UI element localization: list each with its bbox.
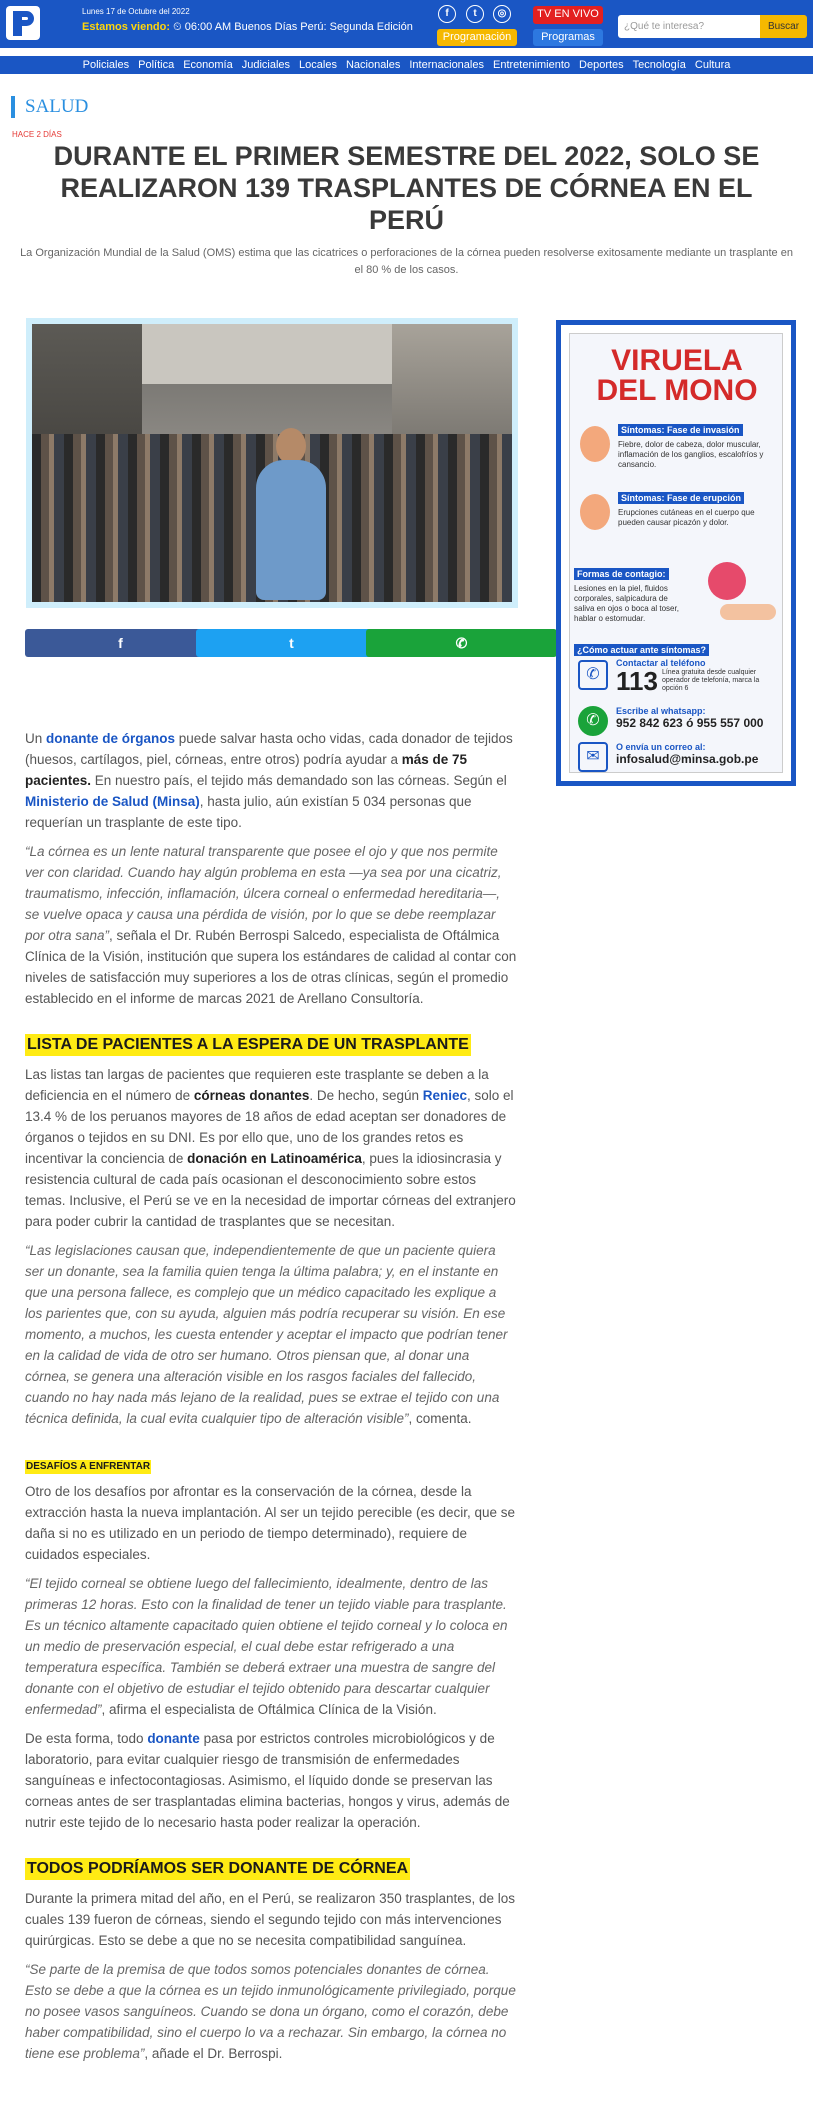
- bold-text: córneas donantes: [193, 1088, 310, 1103]
- quote: “El tejido corneal se obtiene luego del fallecimiento, idealmente, dentro de las primeras 12 horas. Esto con la finalidad de tener un tejido viable para trasplante. Es un técnico altamente capacitado quien obtiene el tejido corneal y lo coloca en un medio de preservación especial, el cual debe estar refrigerado a una temperatura específica. También se deberá extraer una muestra de sangre del donante con el objetivo de estudiar el tejido obtenido para descartar cualquier enfermedad”: [25, 1576, 508, 1717]
- ad-phone-note: Línea gratuita desde cualquier operador de telefonía, marca la opción 6: [661, 669, 760, 692]
- rash-person-icon: [580, 494, 610, 530]
- whatsapp-icon: ✆: [578, 706, 608, 736]
- text: , comenta.: [408, 1411, 472, 1426]
- text: De esta forma, todo: [25, 1731, 148, 1746]
- text: , hasta julio, aún existían 5 034 personas que requerían un trasplante de este tipo.: [25, 794, 472, 830]
- quote-paragraph: [25, 1959, 517, 2064]
- nav-item-cultura[interactable]: Cultura: [694, 59, 731, 71]
- ad-phone: [616, 658, 780, 694]
- now-watching-text: ⏲ 06:00 AM Buenos Días Perú: Segunda Edición: [173, 21, 413, 33]
- quote-paragraph: [25, 1240, 517, 1429]
- ad-act-title-text: ¿Cómo actuar ante síntomas?: [574, 644, 709, 656]
- phone-icon: ✆: [578, 660, 608, 690]
- nav-item-deportes[interactable]: Deportes: [579, 59, 624, 71]
- published-time: HACE 2 DÍAS: [12, 130, 62, 139]
- nav-item-economia[interactable]: Economía: [183, 59, 233, 71]
- nav-item-internacionales[interactable]: Internacionales: [409, 59, 484, 71]
- text: Las listas tan largas de pacientes que requieren este trasplante se deben a la deficiencia en el número de: [25, 1067, 489, 1103]
- now-watching-label: Estamos viendo:: [82, 21, 171, 33]
- ad-phase1-title: Síntomas: Fase de invasión: [618, 424, 743, 436]
- organ-donor-link[interactable]: donante de órganos: [46, 731, 176, 746]
- programas-button[interactable]: Programas: [533, 29, 603, 46]
- ad-contagion-title: Formas de contagio:: [574, 568, 669, 580]
- quote: “La córnea es un lente natural transparente que posee el ojo y que nos permite ver con claridad. Cuando hay algún problema en esta —ya sea por una cicatriz, traumatismo, infección, inflamación, úlcera corneal o enfermedad hereditaria—, se vuelve opaca y causa una pérdida de visión, por lo que se debe reemplazar por otra sana”: [25, 844, 502, 943]
- share-twitter-button[interactable]: t: [196, 629, 387, 657]
- ad-title-line1: VIRUELA: [611, 344, 743, 377]
- virus-icon: [708, 562, 746, 600]
- article-body: [25, 728, 517, 2072]
- subheading: [25, 1034, 517, 1056]
- ad-phase1: [618, 420, 778, 470]
- text: puede salvar hasta ocho vidas, cada donador de tejidos (huesos, cartílagos, piel, córneas, entre otros) podría ayudar a: [25, 731, 513, 767]
- ad-title-line2: DEL MONO: [596, 374, 758, 407]
- quote: “Las legislaciones causan que, independientemente de que un paciente quiera ser un donante, sea la familia quien tenga la última palabra; y, en el instante en que una persona fallece, es complejo que un médico capacitado les explique a los parientes que, con su ayuda, alguien más podría recuperar su visión. En ese momento, a muchos, les cuesta entender y aceptar el impacto que podrían tener en la calidad de vida de otro ser humano. Otros piensan que, al donar una córnea, se genera una alteración visible en los rasgos faciales del fallecido, cuando no hay nada más lejano de la realidad, pues se extrae el tejido con una técnica definida, la cual evita cualquier tipo de alteración visible”: [25, 1243, 508, 1426]
- text: , pues la idiosincrasia y resistencia cultural de cada país ocasionan el desconocimiento sobre estos temas. Inclusive, el Perú se ve en la necesidad de importar córneas del extranjero para poder cubrir la cantidad de trasplantes que se necesitan.: [25, 1151, 516, 1229]
- paragraph: [25, 1064, 517, 1232]
- minsa-link[interactable]: Ministerio de Salud (Minsa): [25, 794, 200, 809]
- ad-phone-label: Contactar al teléfono: [616, 658, 706, 668]
- text: , añade el Dr. Berrospi.: [144, 2046, 283, 2061]
- nav-item-locales[interactable]: Locales: [299, 59, 337, 71]
- nav-item-policiales[interactable]: Policiales: [82, 59, 130, 71]
- ad-title: [570, 346, 784, 406]
- text: En nuestro país, el tejido más demandado son las córneas. Según el: [91, 773, 507, 788]
- text: . De hecho, según: [309, 1088, 423, 1103]
- quote-paragraph: [25, 1573, 517, 1720]
- mail-icon: ✉: [578, 742, 608, 772]
- share-facebook-button[interactable]: f: [25, 629, 216, 657]
- ad-whatsapp-label: Escribe al whatsapp:: [616, 706, 706, 716]
- section-label[interactable]: SALUD: [11, 96, 88, 118]
- ad-mail-label: O envía un correo al:: [616, 742, 706, 752]
- article-title: DURANTE EL PRIMER SEMESTRE DEL 2022, SOLO SE REALIZARON 139 TRASPLANTES DE CÓRNEA EN EL PERÚ: [53, 141, 760, 235]
- ad-whatsapp: [616, 706, 780, 730]
- article-subtitle: La Organización Mundial de la Salud (OMS) estima que las cicatrices o perforaciones de la córnea pueden resolverse exitosamente mediante un trasplante en el 80 % de los casos.: [20, 247, 793, 276]
- bold-text: más de 75 pacientes.: [25, 752, 467, 788]
- paragraph: [25, 728, 517, 833]
- paragraph: Durante la primera mitad del año, en el Perú, se realizaron 350 trasplantes, de los cuales 139 fueron de córneas, siendo el segundo tejido con más intervenciones quirúrgicas. Esto se debe a que no se necesita compatibilidad sanguínea.: [25, 1891, 516, 1948]
- current-date: Lunes 17 de Octubre del 2022: [82, 7, 190, 16]
- now-watching: [82, 21, 413, 34]
- ad-phase2-text: Erupciones cutáneas en el cuerpo que pueden causar picazón y dolor.: [618, 508, 755, 527]
- paragraph: [25, 1728, 517, 1833]
- subheading: [25, 1858, 517, 1880]
- health-ad-banner[interactable]: [556, 320, 796, 786]
- quote: “Se parte de la premisa de que todos somos potenciales donantes de córnea. Esto se debe a que la córnea es un tejido inmunológicamente privilegiado, porque no posee vasos sanguíneos. Cuando se dona un órgano, como el corazón, debe haber compatibilidad, sino el cuerpo lo va a rechazar. Sin embargo, la córnea no tiene ese problema”: [25, 1962, 516, 2061]
- text: Un: [25, 731, 47, 746]
- instagram-icon[interactable]: ◎: [493, 5, 511, 23]
- text: , solo el 13.4 % de los peruanos mayores de 18 años de edad aceptan ser donadores de órganos o tejidos en su DNI. Es por ello que, uno de los grandes retos es incentivar la conciencia de: [25, 1088, 514, 1166]
- reniec-link[interactable]: Reniec: [422, 1088, 468, 1103]
- search-input[interactable]: ¿Qué te interesa?: [618, 15, 760, 38]
- text: , afirma el especialista de Oftálmica Clínica de la Visión.: [101, 1702, 437, 1717]
- ad-phase2: [618, 488, 778, 528]
- nav-item-politica[interactable]: Política: [138, 59, 175, 71]
- main-nav: [0, 56, 813, 74]
- quote-paragraph: [25, 841, 517, 1009]
- subheading-text: TODOS PODRÍAMOS SER DONANTE DE CÓRNEA: [25, 1858, 410, 1880]
- ad-phone-number: 113: [616, 666, 658, 696]
- share-whatsapp-button[interactable]: ✆: [366, 629, 557, 657]
- ad-phase2-title: Síntomas: Fase de erupción: [618, 492, 744, 504]
- minor-heading-text: DESAFÍOS A ENFRENTAR: [26, 1461, 151, 1472]
- donante-link[interactable]: donante: [147, 1731, 200, 1746]
- top-header: [0, 0, 813, 48]
- ad-mail: [616, 742, 780, 766]
- bold-text: donación en Latinoamérica: [187, 1151, 362, 1166]
- ad-contagion: [574, 564, 684, 624]
- hand-icon: [720, 604, 776, 620]
- twitter-icon[interactable]: t: [466, 5, 484, 23]
- nav-item-entretenimiento[interactable]: Entretenimiento: [492, 59, 571, 71]
- text: , señala el Dr. Rubén Berrospi Salcedo, especialista de Oftálmica Clínica de la Visión, institución que supera los estándares de calidad al contar con niveles de satisfacción muy superiores a los de otras clínicas, según el promedio establecido en el informe de marcas 2021 de Arellano Consultoría.: [25, 928, 517, 1006]
- programacion-button[interactable]: Programación: [437, 29, 517, 46]
- search-button[interactable]: Buscar: [760, 15, 807, 38]
- nav-item-tecnologia[interactable]: Tecnología: [632, 59, 686, 71]
- nav-item-judiciales[interactable]: Judiciales: [241, 59, 291, 71]
- ad-contagion-text: Lesiones en la piel, fluidos corporales, salpicadura de saliva en ojos o boca al toser, hablar o estornudar.: [574, 584, 679, 623]
- ad-mail-address: infosalud@minsa.gob.pe: [616, 752, 759, 766]
- ad-phase1-text: Fiebre, dolor de cabeza, dolor muscular, inflamación de los ganglios, escalofríos y cansancio.: [618, 440, 764, 469]
- article-photo: [26, 318, 518, 608]
- text: pasa por estrictos controles microbiológicos y de laboratorio, para evitar cualquier riesgo de transmisión de enfermedades sanguíneas e infectocontagiosas. Asimismo, el líquido donde se preservan las corneas antes de ser trasplantadas elimina bacterias, hongos y virus, además de nutrir este tejido de lo necesario hasta poder realizar la operación.: [25, 1731, 510, 1830]
- site-logo[interactable]: [6, 6, 40, 40]
- tv-en-vivo-button[interactable]: TV EN VIVO: [533, 6, 603, 24]
- nav-item-nacionales[interactable]: Nacionales: [345, 59, 401, 71]
- sick-person-icon: [580, 426, 610, 462]
- minor-heading: [25, 1454, 517, 1475]
- ad-act-title: [574, 640, 709, 658]
- paragraph: Otro de los desafíos por afrontar es la conservación de la córnea, desde la extracción hasta la nueva implantación. Al ser un tejido perecible (es decir, que se daña si no es utilizado en un periodo de tiempo determinado), requiere de cuidados especiales.: [25, 1484, 516, 1562]
- subheading-text: LISTA DE PACIENTES A LA ESPERA DE UN TRASPLANTE: [25, 1034, 471, 1056]
- facebook-icon[interactable]: f: [438, 5, 456, 23]
- ad-whatsapp-number: 952 842 623 ó 955 557 000: [616, 716, 764, 730]
